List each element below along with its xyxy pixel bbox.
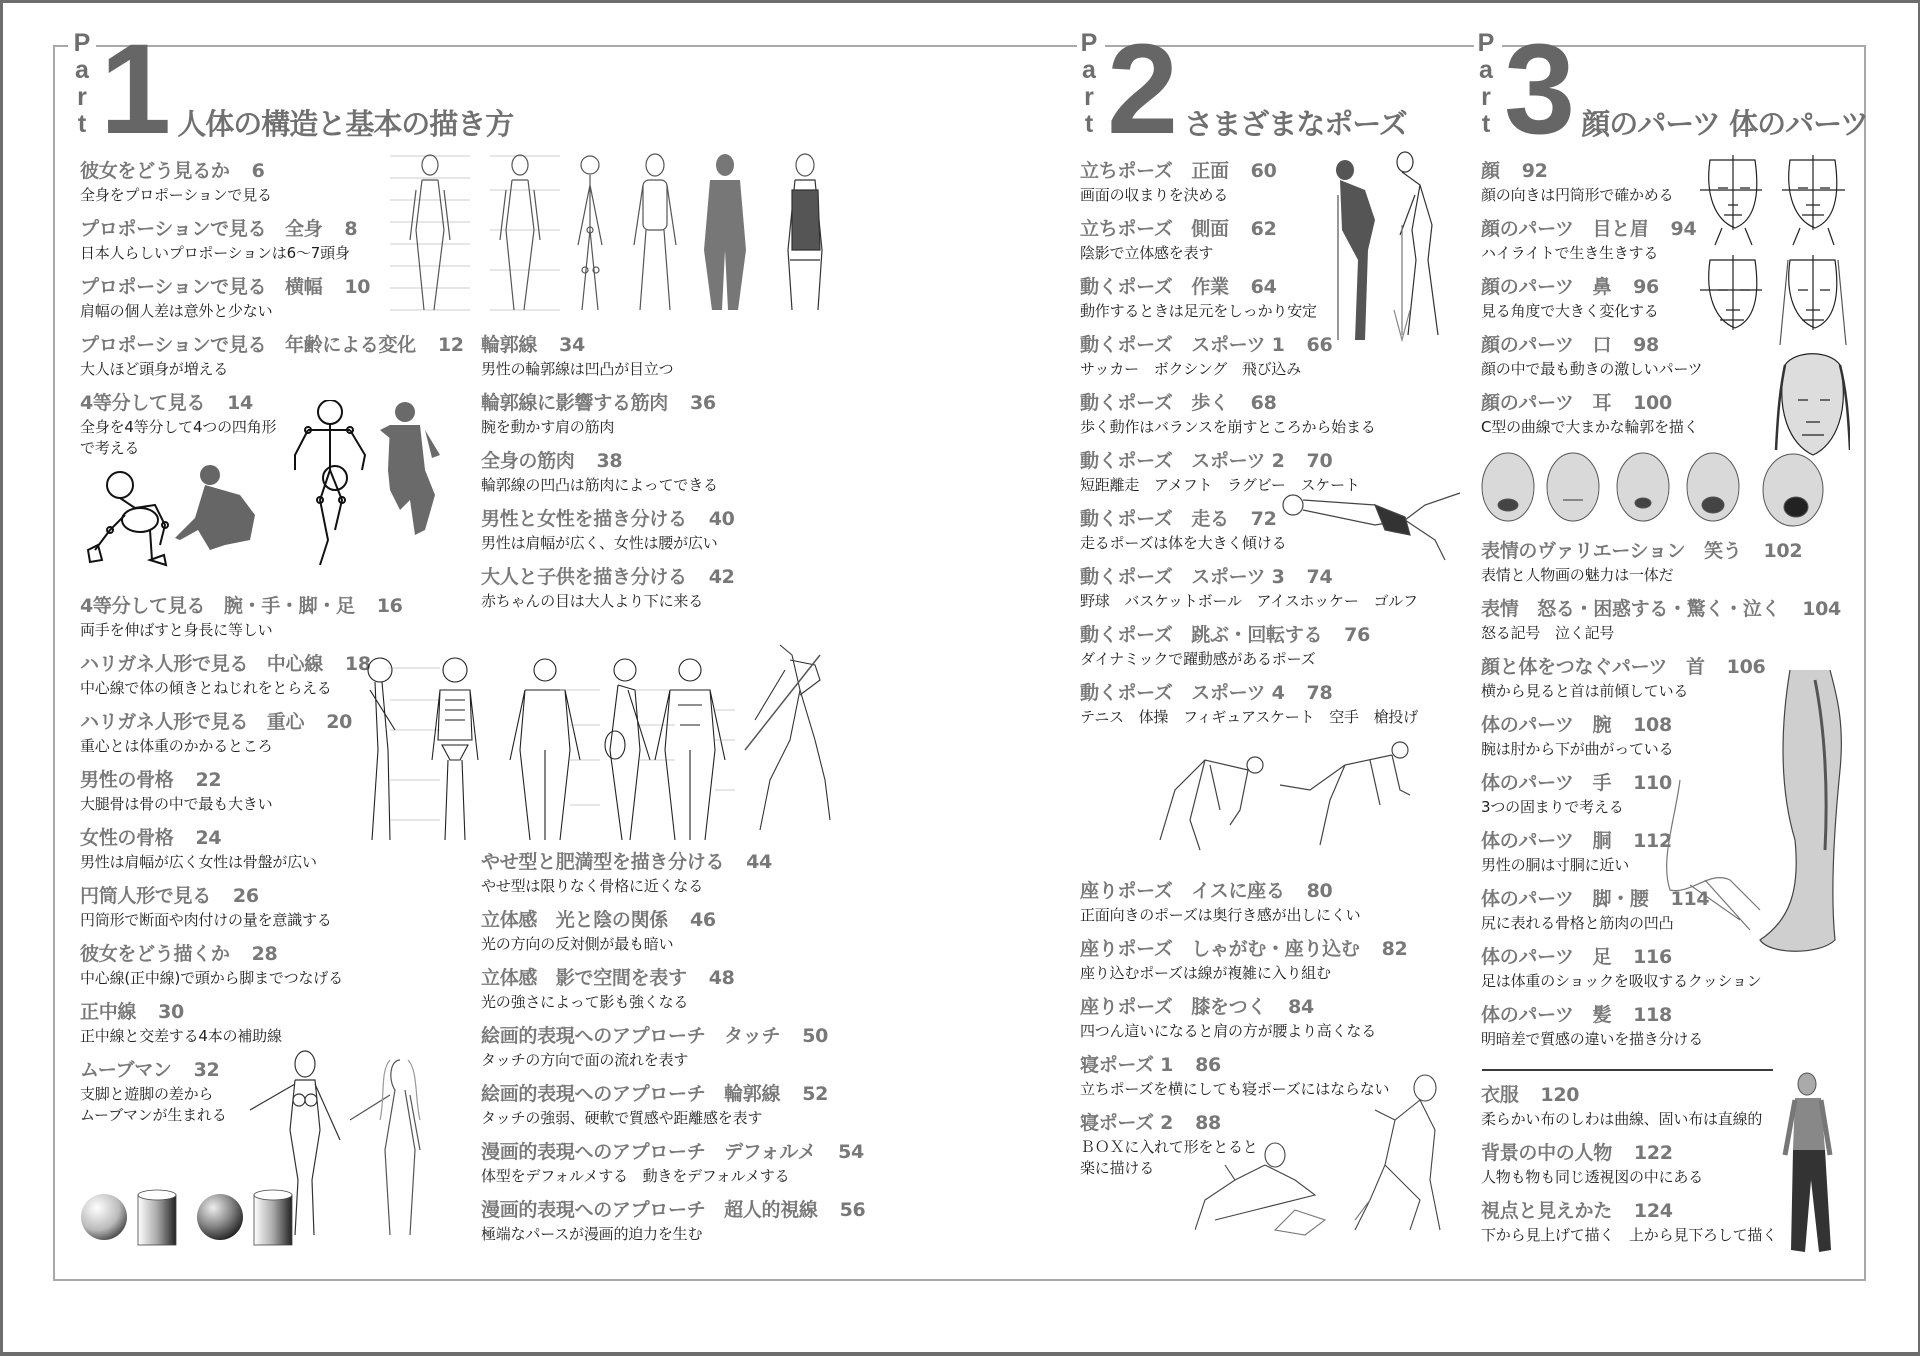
entry-subtitle: ムーブマンが生まれる <box>80 1106 227 1124</box>
part-number: 1 <box>100 18 168 161</box>
page-number: 86 <box>1195 1054 1221 1076</box>
part-letter: a <box>75 56 89 84</box>
entry-heading: 輪郭線に影響する筋肉 36 <box>481 392 716 414</box>
entry-heading: 動くポーズ スポーツ 1 66 <box>1080 334 1333 356</box>
part-letter: a <box>1479 56 1493 84</box>
toc-entry[interactable] <box>481 967 735 1013</box>
page-number: 16 <box>376 595 403 617</box>
page-number: 22 <box>195 769 222 791</box>
entry-subtitle: 尻に表れる骨格と筋肉の凹凸 <box>1481 914 1674 932</box>
page-number: 124 <box>1633 1200 1673 1222</box>
part-title: 顔のパーツ 体のパーツ <box>1581 107 1868 141</box>
entry-heading: 動くポーズ 走る 72 <box>1080 508 1277 530</box>
page-number: 74 <box>1306 566 1333 588</box>
hand-leg-illustration <box>1650 670 1860 970</box>
part-title: 人体の構造と基本の描き方 <box>177 107 514 141</box>
entry-subtitle: 全身を4等分して4つの四角形 <box>80 418 277 436</box>
toc-entry[interactable] <box>1080 334 1332 380</box>
page-number: 6 <box>251 160 265 182</box>
entry-heading: 表情のヴァリエーション 笑う 102 <box>1481 540 1803 562</box>
toc-entry[interactable] <box>80 1001 282 1047</box>
toc-entry[interactable] <box>481 392 716 438</box>
entry-heading: 体のパーツ 髪 118 <box>1481 1004 1672 1026</box>
page-number: 82 <box>1381 938 1408 960</box>
page-number: 96 <box>1633 276 1659 298</box>
part-number: 2 <box>1107 18 1175 161</box>
part-letter: P <box>73 29 91 57</box>
entry-subtitle: C型の曲線で大まかな輪郭を描く <box>1481 418 1699 436</box>
entry-subtitle: 足は体重のショックを吸収するクッション <box>1481 972 1762 990</box>
entry-subtitle: 楽に描ける <box>1080 1159 1155 1177</box>
entry-subtitle: 横から見ると首は前傾している <box>1481 682 1689 700</box>
page-number: 10 <box>344 276 371 298</box>
entry-heading: 衣服 120 <box>1481 1084 1580 1106</box>
entry-subtitle: タッチの方向で面の流れを表す <box>481 1051 689 1069</box>
entry-subtitle: 動作するときは足元をしっかり安定 <box>1080 302 1317 320</box>
entry-subtitle: 男性は肩幅が広く、女性は腰が広い <box>481 534 718 552</box>
entry-heading: 4等分して見る 腕・手・脚・足 16 <box>80 595 403 617</box>
toc-entry[interactable] <box>1481 714 1673 760</box>
page-number: 92 <box>1521 160 1548 182</box>
entry-heading: 正中線 30 <box>80 1001 184 1023</box>
entry-heading: 動くポーズ スポーツ 2 70 <box>1080 450 1333 472</box>
entry-heading: 円筒人形で見る 26 <box>80 885 259 907</box>
entry-heading: 視点と見えかた 124 <box>1481 1200 1673 1222</box>
entry-heading: 体のパーツ 腕 108 <box>1481 714 1672 736</box>
entry-heading: ハリガネ人形で見る 中心線 18 <box>80 653 371 675</box>
toc-entry[interactable] <box>1481 160 1673 206</box>
toc-entry[interactable] <box>1080 276 1317 322</box>
page-number: 60 <box>1250 160 1277 182</box>
entry-heading: 表情 怒る・困惑する・驚く・泣く 104 <box>1481 598 1841 620</box>
goalkeeper-illustration <box>1275 485 1470 575</box>
entry-subtitle: 支脚と遊脚の差から <box>80 1085 214 1103</box>
entry-heading: 男性の骨格 22 <box>80 769 222 791</box>
entry-heading: 漫画的表現へのアプローチ 超人的視線 56 <box>481 1199 866 1221</box>
page-number: 12 <box>437 334 464 356</box>
entry-heading: 座りポーズ 膝をつく 84 <box>1080 996 1314 1018</box>
toc-entry[interactable] <box>481 1141 864 1187</box>
expressions-illustration <box>1478 445 1838 540</box>
page-number: 116 <box>1633 946 1672 968</box>
part-letter: t <box>77 110 87 138</box>
entry-heading: 顔のパーツ 口 98 <box>1481 334 1659 356</box>
entry-subtitle: 3つの固まりで考える <box>1481 798 1624 816</box>
page-number: 70 <box>1306 450 1333 472</box>
part3-header <box>1474 18 1868 161</box>
page-number: 64 <box>1250 276 1277 298</box>
part2-header <box>1077 18 1407 161</box>
page-number: 50 <box>802 1025 829 1047</box>
entry-subtitle: 表情と人物画の魅力は一体だ <box>1481 566 1674 584</box>
toc-entry[interactable] <box>1080 996 1376 1042</box>
toc-entry[interactable] <box>1481 276 1659 322</box>
toc-entry[interactable] <box>80 160 272 206</box>
entry-subtitle: 赤ちゃんの目は大人より下に来る <box>481 592 704 610</box>
entry-heading: プロポーションで見る 全身 8 <box>80 218 358 240</box>
entry-subtitle: 男性の胴は寸胴に近い <box>1481 856 1630 874</box>
page-number: 112 <box>1633 830 1672 852</box>
entry-subtitle: 円筒形で断面や肉付けの量を意識する <box>80 911 332 929</box>
entry-heading: 座りポーズ イスに座る 80 <box>1080 880 1333 902</box>
entry-heading: 顔のパーツ 鼻 96 <box>1481 276 1659 298</box>
toc-entry[interactable] <box>1080 624 1370 670</box>
toc-entry[interactable] <box>1481 218 1696 264</box>
toc-entry[interactable] <box>1080 160 1277 206</box>
entry-heading: 漫画的表現へのアプローチ デフォルメ 54 <box>481 1141 864 1163</box>
page-number: 24 <box>195 827 222 849</box>
page-number: 118 <box>1633 1004 1672 1026</box>
page-number: 68 <box>1250 392 1277 414</box>
page-number: 110 <box>1633 772 1672 794</box>
entry-heading: 全身の筋肉 38 <box>481 450 623 472</box>
entry-subtitle: 腕は肘から下が曲がっている <box>1481 740 1674 758</box>
page-number: 84 <box>1288 996 1314 1018</box>
entry-heading: 輪郭線 34 <box>481 334 585 356</box>
page-number: 40 <box>708 508 735 530</box>
toc-entry[interactable] <box>80 1059 227 1126</box>
entry-subtitle: 顔の中で最も動きの激しいパーツ <box>1481 360 1703 378</box>
part-title: さまざまなポーズ <box>1184 107 1407 141</box>
toc-entry[interactable] <box>1481 1200 1777 1246</box>
entry-heading: 絵画的表現へのアプローチ 輪郭線 52 <box>481 1083 829 1105</box>
page-number: 14 <box>227 392 253 414</box>
section-divider <box>1482 1069 1773 1071</box>
page-number: 26 <box>232 885 259 907</box>
entry-subtitle: タッチの強弱、硬軟で質感や距離感を表す <box>481 1109 763 1127</box>
toc-entry[interactable] <box>1481 1084 1762 1130</box>
part-letter: P <box>1080 29 1098 57</box>
page-number: 44 <box>746 851 772 873</box>
page-number: 120 <box>1540 1084 1580 1106</box>
page-number: 56 <box>839 1199 866 1221</box>
page-number: 80 <box>1306 880 1333 902</box>
entry-subtitle: 下から見上げて描く 上から見下ろして描く <box>1481 1226 1778 1244</box>
page-number: 32 <box>193 1059 220 1081</box>
sprinters-illustration <box>1130 730 1450 855</box>
entry-heading: 彼女をどう描くか 28 <box>80 943 278 965</box>
part-label <box>1474 30 1498 138</box>
entry-heading: 動くポーズ スポーツ 3 74 <box>1080 566 1333 588</box>
sphere-cylinder-illustration <box>80 1185 300 1250</box>
toc-entry[interactable] <box>481 1025 828 1071</box>
toc-entry[interactable] <box>80 334 464 380</box>
toc-entry[interactable] <box>1481 540 1802 586</box>
part-letter: r <box>1481 83 1491 111</box>
page-number: 122 <box>1633 1142 1673 1164</box>
entry-heading: 寝ポーズ 2 88 <box>1080 1112 1221 1134</box>
entry-heading: プロポーションで見る 年齢による変化 12 <box>80 334 464 356</box>
entry-subtitle: 大人ほど頭身が増える <box>80 360 229 378</box>
entry-subtitle: サッカー ボクシング 飛び込み <box>1080 360 1302 378</box>
anatomy-chart-illustration <box>360 630 840 845</box>
toc-entry[interactable] <box>1481 772 1672 818</box>
entry-subtitle: 画面の収まりを決める <box>1080 186 1229 204</box>
entry-heading: 顔 92 <box>1481 160 1548 182</box>
reclining-figures-illustration <box>1195 1070 1460 1240</box>
toc-entry[interactable] <box>481 1083 828 1129</box>
page-number: 76 <box>1344 624 1370 646</box>
part-letter: P <box>1477 29 1495 57</box>
toc-entry[interactable] <box>80 885 332 931</box>
entry-subtitle: 野球 バスケットボール アイスホッケー ゴルフ <box>1080 592 1418 610</box>
toc-entry[interactable] <box>80 276 370 322</box>
entry-subtitle: 光の方向の反対側が最も暗い <box>481 935 674 953</box>
entry-subtitle: 輪郭線の凹凸は筋肉によってできる <box>481 476 718 494</box>
part-letter: t <box>1481 110 1491 138</box>
page-number: 94 <box>1670 218 1697 240</box>
toc-entry[interactable] <box>481 508 735 554</box>
page-number: 62 <box>1250 218 1277 240</box>
toc-entry[interactable] <box>1080 218 1277 264</box>
part-letter: t <box>1084 110 1094 138</box>
entry-subtitle: 男性は肩幅が広く女性は骨盤が広い <box>80 853 317 871</box>
page-number: 48 <box>708 967 735 989</box>
entry-subtitle: 立ちポーズを横にしても寝ポーズにはならない <box>1080 1080 1390 1098</box>
page-number: 106 <box>1726 656 1766 678</box>
face-sketches-illustration <box>1700 150 1850 480</box>
stick-figure-illustration <box>80 400 460 570</box>
entry-heading: 顔のパーツ 耳 100 <box>1481 392 1672 414</box>
proportion-figures-illustration <box>390 150 850 325</box>
part-label <box>70 30 94 138</box>
toc-entry[interactable] <box>1481 830 1672 876</box>
entry-subtitle: 顔の向きは円筒形で確かめる <box>1481 186 1674 204</box>
entry-subtitle: テニス 体操 フィギュアスケート 空手 槍投げ <box>1080 708 1419 726</box>
entry-heading: 座りポーズ しゃがむ・座り込む 82 <box>1080 938 1408 960</box>
page-number: 46 <box>690 909 716 931</box>
entry-subtitle: 腕を動かす肩の筋肉 <box>481 418 615 436</box>
toc-entry[interactable] <box>80 827 317 873</box>
toc-entry[interactable] <box>1080 938 1407 984</box>
toc-entry[interactable] <box>481 1199 865 1245</box>
part-letter: r <box>1084 83 1094 111</box>
page-number: 54 <box>838 1141 864 1163</box>
toc-entry[interactable] <box>1481 1142 1703 1188</box>
entry-subtitle: 正中線と交差する4本の補助線 <box>80 1027 282 1045</box>
entry-subtitle: 見る角度で大きく変化する <box>1481 302 1659 320</box>
entry-subtitle: 中心線(正中線)で頭から脚までつなげる <box>80 969 343 987</box>
toc-entry[interactable] <box>481 450 718 496</box>
page-number: 42 <box>708 566 735 588</box>
toc-entry[interactable] <box>80 943 343 989</box>
entry-subtitle: 男性の輪郭線は凹凸が目立つ <box>481 360 674 378</box>
entry-heading: 動くポーズ 作業 64 <box>1080 276 1277 298</box>
page-number: 114 <box>1670 888 1710 910</box>
entry-heading: 立体感 光と陰の関係 46 <box>481 909 716 931</box>
entry-subtitle: 極端なパースが漫画的迫力を生む <box>481 1225 703 1243</box>
page-number: 88 <box>1195 1112 1221 1134</box>
entry-subtitle: 中心線で体の傾きとねじれをとらえる <box>80 679 332 697</box>
page-number: 8 <box>344 218 358 240</box>
toc-entry[interactable] <box>481 851 772 897</box>
entry-subtitle: 両手を伸ばすと身長に等しい <box>80 621 273 639</box>
entry-heading: 動くポーズ 跳ぶ・回転する 76 <box>1080 624 1370 646</box>
entry-heading: 男性と女性を描き分ける 40 <box>481 508 735 530</box>
page-number: 72 <box>1250 508 1277 530</box>
page-number: 28 <box>251 943 278 965</box>
part-letter: r <box>77 83 87 111</box>
toc-entry[interactable] <box>80 595 403 641</box>
entry-subtitle: 短距離走 アメフト ラグビー スケート <box>1080 476 1360 494</box>
entry-subtitle: 日本人らしいプロポーションは6～7頭身 <box>80 244 350 262</box>
entry-subtitle: ダイナミックで躍動感があるポーズ <box>1080 650 1316 668</box>
sweeping-figures-illustration <box>1320 150 1460 345</box>
part1-header <box>70 18 514 161</box>
page-number: 38 <box>596 450 623 472</box>
page-number: 98 <box>1633 334 1659 356</box>
toc-entry[interactable] <box>1080 880 1360 926</box>
entry-heading: 顔のパーツ 目と眉 94 <box>1481 218 1697 240</box>
page-number: 20 <box>326 711 353 733</box>
toc-entry[interactable] <box>1481 598 1841 644</box>
entry-subtitle: ＢＯＸに入れて形をとると <box>1080 1138 1258 1156</box>
toc-entry[interactable] <box>80 218 357 264</box>
toc-entry[interactable] <box>1080 682 1418 728</box>
page-number: 102 <box>1763 540 1803 562</box>
entry-heading: ハリガネ人形で見る 重心 20 <box>80 711 353 733</box>
entry-subtitle: 走るポーズは体を大きく傾ける <box>1080 534 1287 552</box>
entry-subtitle: 怒る記号 泣く記号 <box>1481 624 1615 642</box>
page-number: 100 <box>1633 392 1672 414</box>
page-number: 36 <box>690 392 716 414</box>
entry-subtitle: 光の強さによって影も強くなる <box>481 993 689 1011</box>
entry-heading: 女性の骨格 24 <box>80 827 222 849</box>
entry-heading: ムーブマン 32 <box>80 1059 220 1081</box>
entry-heading: 絵画的表現へのアプローチ タッチ 50 <box>481 1025 829 1047</box>
part-number: 3 <box>1504 18 1572 161</box>
entry-subtitle: 体型をデフォルメする 動きをデフォルメする <box>481 1167 790 1185</box>
entry-heading: 背景の中の人物 122 <box>1481 1142 1673 1164</box>
entry-subtitle: 明暗差で質感の違いを描き分ける <box>1481 1030 1704 1048</box>
toc-entry[interactable] <box>80 653 371 699</box>
page-number: 34 <box>559 334 585 356</box>
entry-heading: 立体感 影で空間を表す 48 <box>481 967 735 989</box>
entry-subtitle: 正面向きのポーズは奥行き感が出しにくい <box>1080 906 1361 924</box>
entry-subtitle: 柔らかい布のしわは曲線、固い布は直線的 <box>1481 1110 1763 1128</box>
entry-subtitle: 歩く動作はバランスを崩すところから始まる <box>1080 418 1376 436</box>
entry-heading: 体のパーツ 手 110 <box>1481 772 1672 794</box>
toc-entry[interactable] <box>481 334 673 380</box>
entry-subtitle: ハイライトで生き生きする <box>1481 244 1659 262</box>
entry-subtitle: 肩幅の個人差は意外と少ない <box>80 302 273 320</box>
entry-heading: 動くポーズ 歩く 68 <box>1080 392 1277 414</box>
entry-heading: やせ型と肥満型を描き分ける 44 <box>481 851 772 873</box>
entry-subtitle: 全身をプロポーションで見る <box>80 186 272 204</box>
toc-entry[interactable] <box>80 769 272 815</box>
toc-entry[interactable] <box>1481 392 1698 438</box>
entry-subtitle: やせ型は限りなく骨格に近くなる <box>481 877 704 895</box>
entry-heading: 体のパーツ 足 116 <box>1481 946 1672 968</box>
page-number: 18 <box>344 653 371 675</box>
entry-subtitle: 陰影で立体感を表す <box>1080 244 1214 262</box>
entry-heading: 彼女をどう見るか 6 <box>80 160 265 182</box>
part-letter: a <box>1082 56 1096 84</box>
entry-subtitle: 大腿骨は骨の中で最も大きい <box>80 795 273 813</box>
entry-heading: プロポーションで見る 横幅 10 <box>80 276 371 298</box>
part-label <box>1077 30 1101 138</box>
entry-heading: 立ちポーズ 正面 60 <box>1080 160 1277 182</box>
page-number: 66 <box>1306 334 1333 356</box>
entry-heading: 動くポーズ スポーツ 4 78 <box>1080 682 1333 704</box>
entry-heading: 体のパーツ 胴 112 <box>1481 830 1672 852</box>
toc-entry[interactable] <box>1481 334 1702 380</box>
toc-entry[interactable] <box>1080 392 1376 438</box>
entry-subtitle: 人物も物も同じ透視図の中にある <box>1481 1168 1704 1186</box>
page-number: 30 <box>158 1001 184 1023</box>
entry-subtitle: 座り込むポーズは線が複雑に入り組む <box>1080 964 1331 982</box>
entry-subtitle: で考える <box>80 439 140 457</box>
standing-woman-illustration <box>1775 1070 1845 1260</box>
toc-entry[interactable] <box>481 909 716 955</box>
entry-heading: 4等分して見る 14 <box>80 392 253 414</box>
toc-entry[interactable] <box>1481 1004 1703 1050</box>
toc-entry[interactable] <box>1080 508 1286 554</box>
toc-entry[interactable] <box>80 711 352 757</box>
entry-heading: 大人と子供を描き分ける 42 <box>481 566 735 588</box>
entry-heading: 寝ポーズ 1 86 <box>1080 1054 1221 1076</box>
entry-heading: 顔と体をつなぐパーツ 首 106 <box>1481 656 1766 678</box>
toc-entry[interactable] <box>481 566 735 612</box>
page-number: 78 <box>1306 682 1333 704</box>
page-number: 104 <box>1802 598 1841 620</box>
page-number: 52 <box>802 1083 829 1105</box>
page-number: 108 <box>1633 714 1672 736</box>
entry-subtitle: 四つん這いになると肩の方が腰より高くなる <box>1080 1022 1377 1040</box>
entry-heading: 体のパーツ 脚・腰 114 <box>1481 888 1710 910</box>
entry-subtitle: 重心とは体重のかかるところ <box>80 737 273 755</box>
entry-heading: 立ちポーズ 側面 62 <box>1080 218 1277 240</box>
